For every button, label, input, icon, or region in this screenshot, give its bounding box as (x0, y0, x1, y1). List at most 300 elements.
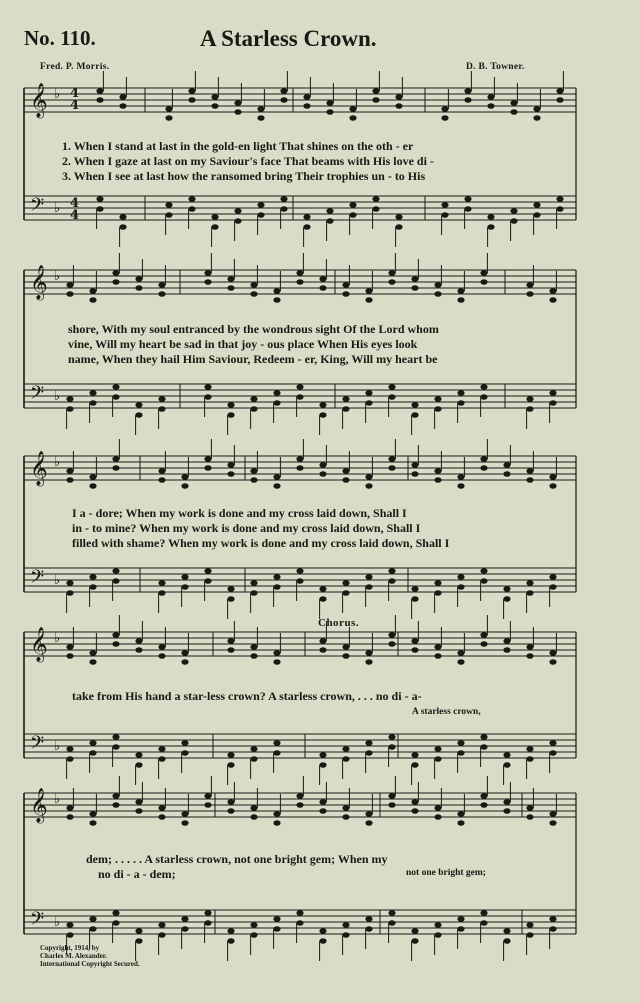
note-head (158, 932, 165, 938)
note-head (227, 586, 234, 592)
note-head (158, 922, 165, 928)
flat-icon: ♭ (54, 792, 61, 807)
note-head (135, 285, 142, 291)
note-head (503, 596, 510, 602)
note-head (66, 590, 73, 596)
note-head (365, 400, 372, 406)
note-head (273, 390, 280, 396)
note-head (441, 106, 448, 112)
note-head (556, 88, 563, 94)
note-head (457, 400, 464, 406)
note-head (434, 805, 441, 811)
note-head (319, 276, 326, 282)
verse-3-line-2: name, When they hail Him Saviour, Redeem - er, King, Will my heart be (68, 352, 438, 366)
note-head (457, 483, 464, 489)
note-head (526, 805, 533, 811)
composer-credit: D. B. Towner. (466, 62, 525, 72)
note-head (549, 740, 556, 746)
note-head (158, 282, 165, 288)
note-head (112, 384, 119, 390)
note-head (296, 568, 303, 574)
note-head (349, 106, 356, 112)
note-head (464, 88, 471, 94)
note-head (234, 100, 241, 106)
note-head (303, 224, 310, 230)
bass-clef-icon: 𝄢 (30, 733, 45, 758)
note-head (503, 938, 510, 944)
note-head (434, 396, 441, 402)
note-head (158, 406, 165, 412)
note-head (227, 471, 234, 477)
note-head (303, 103, 310, 109)
note-head (296, 384, 303, 390)
note-head (250, 580, 257, 586)
note-head (365, 390, 372, 396)
note-head (112, 578, 119, 584)
note-head (411, 638, 418, 644)
note-head (158, 805, 165, 811)
note-head (434, 590, 441, 596)
note-head (549, 926, 556, 932)
lyricist-credit: Fred. P. Morris. (40, 62, 110, 72)
note-head (165, 106, 172, 112)
note-head (66, 396, 73, 402)
note-head (365, 811, 372, 817)
note-head (464, 97, 471, 103)
note-head (480, 578, 487, 584)
note-head (342, 814, 349, 820)
note-head (296, 578, 303, 584)
flat-icon: ♭ (54, 389, 61, 404)
note-head (372, 196, 379, 202)
note-head (112, 270, 119, 276)
note-head (204, 802, 211, 808)
note-head (457, 820, 464, 826)
note-head (549, 288, 556, 294)
note-head (89, 650, 96, 656)
note-head (250, 406, 257, 412)
note-head (181, 740, 188, 746)
note-head (165, 202, 172, 208)
note-head (326, 109, 333, 115)
note-head (342, 406, 349, 412)
note-head (96, 196, 103, 202)
note-head (411, 752, 418, 758)
time-signature: 4 (70, 208, 80, 223)
note-head (135, 276, 142, 282)
note-head (503, 638, 510, 644)
note-head (181, 483, 188, 489)
note-head (388, 802, 395, 808)
note-head (434, 282, 441, 288)
note-head (526, 814, 533, 820)
note-head (549, 574, 556, 580)
note-head (89, 574, 96, 580)
bass-clef-icon: 𝄢 (30, 567, 45, 592)
note-head (480, 568, 487, 574)
note-head (204, 578, 211, 584)
note-head (181, 916, 188, 922)
note-head (188, 206, 195, 212)
note-head (181, 820, 188, 826)
note-head (227, 276, 234, 282)
note-head (250, 932, 257, 938)
note-head (342, 746, 349, 752)
note-head (112, 744, 119, 750)
flat-icon: ♭ (54, 631, 61, 646)
note-head (372, 97, 379, 103)
note-head (211, 224, 218, 230)
verse-2-line-1: 2. When I gaze at last on my Saviour's face That beams with His love di - (62, 154, 434, 168)
note-head (273, 811, 280, 817)
note-head (342, 291, 349, 297)
note-head (280, 196, 287, 202)
copyright-line-2: Charles M. Alexander. (40, 952, 108, 960)
note-head (66, 477, 73, 483)
note-head (234, 218, 241, 224)
note-head (135, 938, 142, 944)
chorus-line-2: dem; . . . . . A starless crown, not one bright gem; When my (86, 852, 388, 866)
note-head (457, 926, 464, 932)
bass-clef-icon: 𝄢 (30, 909, 45, 934)
note-head (342, 282, 349, 288)
note-head (365, 288, 372, 294)
note-head (326, 100, 333, 106)
note-head (526, 477, 533, 483)
note-head (211, 94, 218, 100)
note-head (66, 291, 73, 297)
note-head (250, 922, 257, 928)
flat-icon: ♭ (54, 915, 61, 930)
note-head (372, 88, 379, 94)
note-head (365, 584, 372, 590)
note-head (135, 799, 142, 805)
note-head (204, 910, 211, 916)
note-head (342, 396, 349, 402)
note-head (457, 750, 464, 756)
note-head (89, 740, 96, 746)
note-head (503, 586, 510, 592)
chorus-bass-text-1: no di - a - dem; (98, 867, 176, 881)
treble-clef-icon: 𝄞 (30, 83, 48, 118)
note-head (273, 926, 280, 932)
note-head (89, 659, 96, 665)
note-head (441, 202, 448, 208)
verse-3-line-3: filled with shame? When my work is done and my cross laid down, Shall I (72, 536, 450, 550)
note-head (434, 644, 441, 650)
note-head (434, 653, 441, 659)
note-head (411, 596, 418, 602)
time-signature: 4 (70, 86, 80, 101)
note-head (549, 650, 556, 656)
note-head (181, 750, 188, 756)
bass-clef-icon: 𝄢 (30, 383, 45, 408)
note-head (365, 474, 372, 480)
note-head (204, 279, 211, 285)
note-head (503, 752, 510, 758)
note-head (526, 291, 533, 297)
note-head (526, 644, 533, 650)
verse-2-line-3: in - to mine? When my work is done and my cross laid down, Shall I (72, 521, 421, 535)
note-head (434, 932, 441, 938)
note-head (296, 456, 303, 462)
note-head (411, 799, 418, 805)
note-head (296, 270, 303, 276)
treble-clef-icon: 𝄞 (30, 451, 48, 486)
note-head (503, 928, 510, 934)
note-head (303, 94, 310, 100)
note-head (181, 650, 188, 656)
note-head (119, 224, 126, 230)
note-head (188, 97, 195, 103)
hymn-number: No. 110. (24, 26, 96, 50)
note-head (526, 756, 533, 762)
note-head (66, 653, 73, 659)
note-head (395, 94, 402, 100)
note-head (280, 88, 287, 94)
note-head (503, 462, 510, 468)
note-head (158, 590, 165, 596)
note-head (250, 590, 257, 596)
note-head (549, 659, 556, 665)
note-head (158, 477, 165, 483)
note-head (434, 746, 441, 752)
note-head (66, 580, 73, 586)
note-head (411, 276, 418, 282)
note-head (319, 762, 326, 768)
note-head (365, 650, 372, 656)
note-head (388, 456, 395, 462)
note-head (342, 932, 349, 938)
note-head (112, 641, 119, 647)
note-head (319, 285, 326, 291)
note-head (441, 212, 448, 218)
note-head (487, 224, 494, 230)
note-head (96, 97, 103, 103)
note-head (342, 644, 349, 650)
note-head (526, 590, 533, 596)
treble-clef-icon: 𝄞 (30, 265, 48, 300)
note-head (457, 740, 464, 746)
note-head (227, 938, 234, 944)
note-head (503, 471, 510, 477)
note-head (342, 756, 349, 762)
note-head (395, 224, 402, 230)
note-head (66, 756, 73, 762)
note-head (158, 291, 165, 297)
note-head (411, 808, 418, 814)
note-head (250, 653, 257, 659)
note-head (342, 653, 349, 659)
note-head (135, 752, 142, 758)
note-head (250, 477, 257, 483)
note-head (434, 477, 441, 483)
note-head (319, 412, 326, 418)
note-head (211, 214, 218, 220)
note-head (112, 568, 119, 574)
note-head (227, 752, 234, 758)
note-head (112, 910, 119, 916)
note-head (158, 756, 165, 762)
note-head (365, 297, 372, 303)
note-head (181, 574, 188, 580)
time-signature: 4 (70, 196, 80, 211)
note-head (365, 483, 372, 489)
note-head (388, 920, 395, 926)
note-head (480, 744, 487, 750)
flat-icon: ♭ (54, 269, 61, 284)
note-head (188, 196, 195, 202)
note-head (480, 384, 487, 390)
note-head (135, 928, 142, 934)
note-head (296, 910, 303, 916)
note-head (227, 462, 234, 468)
note-head (457, 390, 464, 396)
verse-3-line-1: 3. When I see at last how the ransomed bring Their trophies un - to His (62, 169, 426, 183)
note-head (457, 574, 464, 580)
note-head (365, 750, 372, 756)
treble-clef-icon: 𝄞 (30, 788, 48, 823)
note-head (526, 580, 533, 586)
note-head (411, 938, 418, 944)
note-head (388, 744, 395, 750)
note-head (510, 100, 517, 106)
note-head (372, 206, 379, 212)
note-head (533, 212, 540, 218)
note-head (526, 282, 533, 288)
note-head (89, 390, 96, 396)
note-head (510, 109, 517, 115)
note-head (112, 734, 119, 740)
note-head (273, 400, 280, 406)
note-head (158, 746, 165, 752)
note-head (66, 922, 73, 928)
note-head (464, 206, 471, 212)
note-head (388, 568, 395, 574)
note-head (365, 574, 372, 580)
note-head (349, 202, 356, 208)
note-head (250, 282, 257, 288)
note-head (181, 584, 188, 590)
flat-icon: ♭ (54, 455, 61, 470)
note-head (181, 659, 188, 665)
note-head (365, 659, 372, 665)
note-head (112, 802, 119, 808)
note-head (319, 596, 326, 602)
note-head (549, 483, 556, 489)
note-head (319, 647, 326, 653)
note-head (135, 647, 142, 653)
note-head (273, 650, 280, 656)
note-head (388, 910, 395, 916)
note-head (395, 214, 402, 220)
note-head (388, 394, 395, 400)
note-head (480, 394, 487, 400)
note-head (250, 396, 257, 402)
note-head (480, 802, 487, 808)
note-head (319, 799, 326, 805)
note-head (480, 279, 487, 285)
note-head (457, 288, 464, 294)
note-head (227, 412, 234, 418)
note-head (204, 920, 211, 926)
note-head (388, 641, 395, 647)
note-head (480, 641, 487, 647)
note-head (273, 483, 280, 489)
note-head (250, 814, 257, 820)
note-head (165, 212, 172, 218)
note-head (319, 586, 326, 592)
note-head (464, 196, 471, 202)
chorus-label: Chorus. (318, 617, 360, 629)
note-head (526, 468, 533, 474)
note-head (319, 808, 326, 814)
note-head (96, 206, 103, 212)
note-head (503, 762, 510, 768)
note-head (411, 762, 418, 768)
note-head (549, 750, 556, 756)
note-head (549, 474, 556, 480)
note-head (250, 746, 257, 752)
note-head (89, 288, 96, 294)
note-head (480, 632, 487, 638)
note-head (526, 932, 533, 938)
note-head (503, 647, 510, 653)
note-head (487, 103, 494, 109)
note-head (250, 468, 257, 474)
note-head (135, 402, 142, 408)
note-head (119, 214, 126, 220)
note-head (181, 926, 188, 932)
note-head (395, 103, 402, 109)
note-head (66, 468, 73, 474)
note-head (457, 659, 464, 665)
note-head (388, 270, 395, 276)
note-head (257, 212, 264, 218)
note-head (119, 94, 126, 100)
note-head (342, 468, 349, 474)
note-head (319, 402, 326, 408)
note-head (135, 808, 142, 814)
flat-icon: ♭ (54, 87, 61, 102)
note-head (89, 926, 96, 932)
note-head (135, 762, 142, 768)
note-head (234, 208, 241, 214)
note-head (296, 920, 303, 926)
note-head (273, 584, 280, 590)
note-head (434, 922, 441, 928)
note-head (227, 647, 234, 653)
note-head (434, 580, 441, 586)
note-head (204, 456, 211, 462)
note-head (411, 928, 418, 934)
note-head (549, 297, 556, 303)
note-head (89, 811, 96, 817)
note-head (204, 465, 211, 471)
note-head (89, 750, 96, 756)
note-head (66, 932, 73, 938)
note-head (66, 406, 73, 412)
note-head (96, 88, 103, 94)
note-head (342, 477, 349, 483)
note-head (365, 926, 372, 932)
note-head (204, 394, 211, 400)
note-head (280, 97, 287, 103)
note-head (480, 456, 487, 462)
note-head (158, 396, 165, 402)
note-head (319, 752, 326, 758)
note-head (273, 288, 280, 294)
